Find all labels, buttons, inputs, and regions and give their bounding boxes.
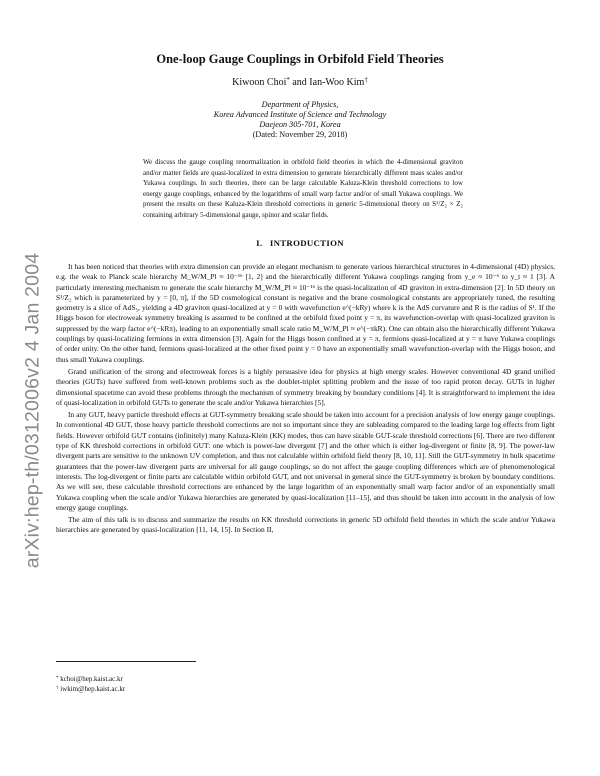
section-number: I. xyxy=(256,238,263,248)
author-1-mark: * xyxy=(286,75,290,84)
paragraph: Grand unification of the strong and electroweak forces is a highly persuasive idea for physics at high energy scales. However conventional 4D grand unified theories (GUTs) have suffered from well-known problems such as the doublet-triplet splitting problem and the issue of too rapid proton decay. GUTs in higher dimensional spacetime can avoid these problems through the mechanism of symmetry breaking by boundary conditions [4]. It is straightforward to implement the idea of quasi-localization in orbifold GUTs to generate the scale and/or Yukawa hierarchies [5]. xyxy=(56,366,555,407)
footnote-2 xyxy=(56,685,356,695)
arxiv-id: arXiv:hep-th/0312006v2 4 Jan 2004 xyxy=(21,252,44,568)
paragraph: The aim of this talk is to discuss and summarize the results on KK threshold corrections in generic 5D orbifold field theories in which the scale and/or Yukawa hierarchies are generated by quasi-localization [11, 14, 15]. In Section II, xyxy=(56,515,555,535)
footnote-1-email: kchoi@hep.kaist.ac.kr xyxy=(60,675,123,683)
affiliation-department: Department of Physics, xyxy=(261,100,339,109)
abstract: We discuss the gauge coupling renormalization in orbifold field theories in which the 4-dimensional graviton and/or matter fields are quasi-localized in extra dimension to generate hierarchically different mass scales and/or Yukawa couplings. In such theories, there can be large calculable Kaluza-Klein threshold corrections to low energy gauge couplings, enhanced by the logarithms of small warp factor and/or of small Yukawa couplings. We present the results on these Kaluza-Klein threshold corrections in generic 5-dimensional theory on S¹/Z₂ × Z₂ containing arbitrary 5-dimensional gauge, spinor and scalar fields. xyxy=(143,158,463,219)
arxiv-identifier-stamp xyxy=(18,230,48,590)
footnotes xyxy=(56,675,356,694)
dated-line: (Dated: November 29, 2018) xyxy=(252,130,348,139)
section-heading xyxy=(0,238,600,248)
paper-title: One-loop Gauge Couplings in Orbifold Field Theories xyxy=(156,52,444,66)
footnote-rule xyxy=(56,661,196,662)
author-2-mark: † xyxy=(364,75,368,84)
paragraph: It has been noticed that theories with extra dimension can provide an elegant mechanism to generate various hierarchical structures in 4-dimensional (4D) physics, e.g. the weak to Planck scale hierarchy M_W/M_Pl ≈ 10⁻¹⁶ [1, 2] and the hierarchically different Yukawa couplings ranging from y_e ≈ 10⁻⁶ to y_t ≈ 1 [3]. A particularly interesting mechanism to generate the scale hierarchy M_W/M_Pl ≈ 10⁻¹⁶ is the quasi-localization of 4D graviton in extra-dimension [2]. In 5D theory on S¹/Z₂ which is parameterized by y = [0, π], if the 5D cosmological constant is negative and the brane cosmological constants are appropriately tuned, the resulting geometry is a slice of AdS₅, yielding a 4D graviton quasi-localized at y = 0 with wavefunction e^(−kRy) where k is the AdS curvature and R is the radius of S¹. If the Higgs boson for electroweak symmetry breaking is assumed to be confined at the orbifold fixed point y = π, its wavefunction-overlap with quasi-localized graviton is suppressed by the warp factor e^(−kRπ), leading to an exponentially small scale ratio M_W/M_Pl ≈ e^(−πkR). One can obtain also the hierarchically different Yukawa couplings by quasi-localizing fermions in extra dimension [3]. Again for the Higgs boson confined at y = π, fermions quasi-localized at y = π have Yukawa couplings of order unity. On the other hand, fermions quasi-localized at the other fixed point y = 0 have an exponentially small wavefunction-overlap with the Higgs boson, and thus small Yukawa couplings. xyxy=(56,262,555,364)
paragraph: In any GUT, heavy particle threshold effects at GUT-symmetry breaking scale should be taken into account for a precision analysis of low energy gauge couplings. In conventional 4D GUT, those heavy particle threshold corrections are not so important since they are subleading compared to the leading large log effects from light fields. However orbifold GUT contains (infinitely) many Kaluza-Klein (KK) modes, thus can have sizable GUT-scale threshold corrections [6]. There are two different type of KK threshold corrections in orbifold GUT: one which is power-law divergent [7] and the other which is either log-divergent or finite [8, 9]. The power-law divergent parts are sensitive to the unknown UV completion, and thus not calculable within orbifold field theory [8, 10, 11]. Still the GUT-symmetry in bulk spacetime guarantees that the power-law divergent parts are universal for all gauge couplings, so do not affect the gauge coupling differences which are of phenomenological interests. The log-divergent or finite parts are calculable within orbifold GUT, and not universal in general since the GUT-symmetry is broken by boundary conditions. As we will see, these calculable threshold corrections are enhanced by the large logarithm of an exponentially small warp factor and/or of an exponentially small Yukawa coupling when the scale and/or Yukawa hierarchies are generated by quasi-localization [11–15], and thus should be taken into account in the analysis of low energy gauge couplings. xyxy=(56,410,555,512)
footnote-2-mark: † xyxy=(56,685,59,691)
section-title: INTRODUCTION xyxy=(269,238,344,248)
footnote-1 xyxy=(56,675,356,685)
introduction-body xyxy=(56,262,555,536)
footnote-2-email: iwkim@hep.kaist.ac.kr xyxy=(60,684,126,693)
author-line xyxy=(0,77,600,88)
affiliation-institute: Korea Advanced Institute of Science and Technology xyxy=(213,110,387,119)
author-2: Ian-Woo Kim xyxy=(309,77,365,88)
author-1: Kiwoon Choi xyxy=(232,77,287,88)
author-conjunction: and xyxy=(292,77,307,88)
affiliation-block xyxy=(0,100,600,140)
affiliation-city: Daejeon 305-701, Korea xyxy=(259,120,341,129)
footnote-1-mark: * xyxy=(56,675,59,681)
